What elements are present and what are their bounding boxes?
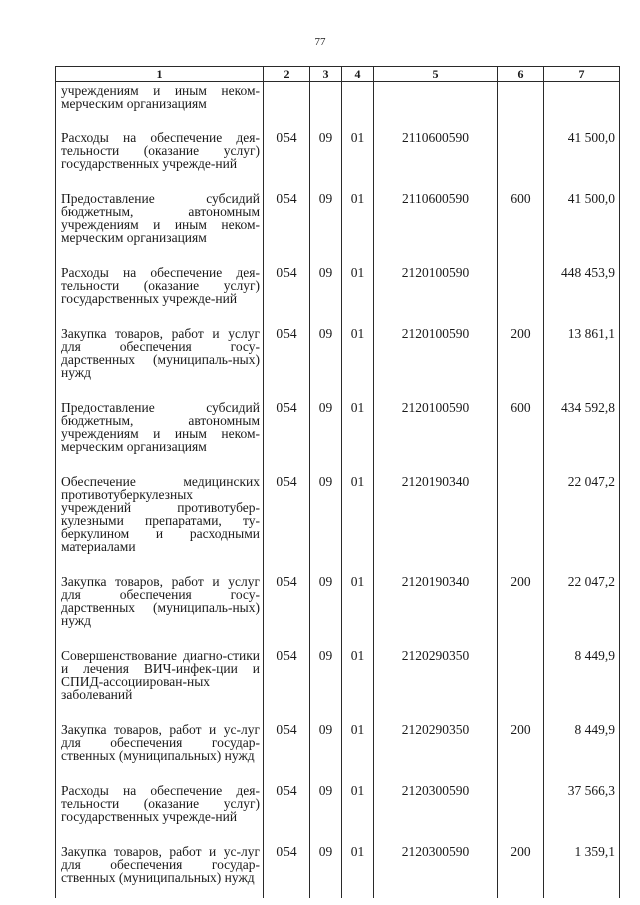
row-code-cell: 054	[264, 181, 310, 255]
row-section-cell: 09	[310, 255, 342, 316]
row-amount-cell: 37 566,3	[544, 773, 620, 834]
row-subsection-cell: 01	[342, 316, 374, 390]
row-target-cell	[374, 82, 498, 121]
column-header: 1	[56, 67, 264, 82]
row-name-cell: учреждениям и иным неком-мерческим организациям	[56, 82, 264, 121]
row-code-cell: 054	[264, 316, 310, 390]
row-type-cell	[498, 638, 544, 712]
row-section-cell	[310, 82, 342, 121]
row-code-cell: 054	[264, 255, 310, 316]
row-code-cell: 054	[264, 712, 310, 773]
row-type-cell: 600	[498, 181, 544, 255]
table-row	[56, 82, 620, 121]
row-type-cell: 200	[498, 316, 544, 390]
row-amount-cell: 41 500,0	[544, 181, 620, 255]
row-section-cell: 09	[310, 638, 342, 712]
table-row	[56, 638, 620, 712]
row-target-cell: 2120290350	[374, 712, 498, 773]
column-header: 6	[498, 67, 544, 82]
row-name-cell: Закупка товаров, работ и услуг для обеспечения госу-дарственных (муниципаль-ных) нужд	[56, 564, 264, 638]
row-name-cell: Предоставление субсидий бюджетным, автономным учреждениям и иным неком-мерческим организациям	[56, 181, 264, 255]
row-target-cell: 2120100590	[374, 255, 498, 316]
row-name-cell: Совершенствование диагно-стики и лечения ВИЧ-инфек-ции и СПИД-ассоциирован-ных заболеваний	[56, 638, 264, 712]
row-target-cell: 2120300590	[374, 834, 498, 898]
row-code-cell: 054	[264, 638, 310, 712]
table-row	[56, 120, 620, 181]
row-code-cell: 054	[264, 834, 310, 898]
row-code-cell: 054	[264, 120, 310, 181]
row-section-cell: 09	[310, 316, 342, 390]
row-section-cell: 09	[310, 834, 342, 898]
table-row	[56, 834, 620, 898]
row-subsection-cell: 01	[342, 464, 374, 564]
page-number: 77	[314, 36, 326, 48]
row-target-cell: 2120290350	[374, 638, 498, 712]
table-row	[56, 464, 620, 564]
column-header: 5	[374, 67, 498, 82]
row-amount-cell: 8 449,9	[544, 712, 620, 773]
row-subsection-cell: 01	[342, 255, 374, 316]
row-type-cell	[498, 464, 544, 564]
row-amount-cell: 13 861,1	[544, 316, 620, 390]
row-subsection-cell: 01	[342, 712, 374, 773]
row-code-cell: 054	[264, 390, 310, 464]
row-target-cell: 2110600590	[374, 181, 498, 255]
column-header: 7	[544, 67, 620, 82]
row-name-cell: Расходы на обеспечение дея-тельности (оказание услуг) государственных учрежде-ний	[56, 773, 264, 834]
row-amount-cell: 22 047,2	[544, 564, 620, 638]
row-type-cell: 200	[498, 712, 544, 773]
row-target-cell: 2120190340	[374, 564, 498, 638]
row-target-cell: 2110600590	[374, 120, 498, 181]
table-row	[56, 316, 620, 390]
row-amount-cell: 8 449,9	[544, 638, 620, 712]
column-header: 2	[264, 67, 310, 82]
row-amount-cell	[544, 82, 620, 121]
row-amount-cell: 434 592,8	[544, 390, 620, 464]
row-type-cell: 200	[498, 834, 544, 898]
row-name-cell: Закупка товаров, работ и ус-луг для обеспечения государ-ственных (муниципальных) нужд	[56, 834, 264, 898]
row-subsection-cell: 01	[342, 564, 374, 638]
row-code-cell	[264, 82, 310, 121]
row-name-cell: Предоставление субсидий бюджетным, автономным учреждениям и иным неком-мерческим организациям	[56, 390, 264, 464]
row-target-cell: 2120190340	[374, 464, 498, 564]
row-subsection-cell: 01	[342, 638, 374, 712]
row-subsection-cell: 01	[342, 390, 374, 464]
row-subsection-cell: 01	[342, 834, 374, 898]
row-target-cell: 2120100590	[374, 316, 498, 390]
row-type-cell	[498, 255, 544, 316]
row-section-cell: 09	[310, 181, 342, 255]
row-code-cell: 054	[264, 773, 310, 834]
row-amount-cell: 22 047,2	[544, 464, 620, 564]
row-section-cell: 09	[310, 120, 342, 181]
row-name-cell: Расходы на обеспечение дея-тельности (оказание услуг) государственных учрежде-ний	[56, 255, 264, 316]
row-target-cell: 2120100590	[374, 390, 498, 464]
row-target-cell: 2120300590	[374, 773, 498, 834]
row-subsection-cell	[342, 82, 374, 121]
row-subsection-cell: 01	[342, 773, 374, 834]
column-header: 3	[310, 67, 342, 82]
row-subsection-cell: 01	[342, 181, 374, 255]
row-code-cell: 054	[264, 464, 310, 564]
row-type-cell: 200	[498, 564, 544, 638]
row-amount-cell: 448 453,9	[544, 255, 620, 316]
row-name-cell: Закупка товаров, работ и услуг для обеспечения госу-дарственных (муниципаль-ных) нужд	[56, 316, 264, 390]
row-name-cell: Обеспечение медицинских противотуберкулезных учреждений противотубер-кулезными препаратами, ту-беркулином и расходными материалами	[56, 464, 264, 564]
row-name-cell: Расходы на обеспечение дея-тельности (оказание услуг) государственных учрежде-ний	[56, 120, 264, 181]
row-section-cell: 09	[310, 464, 342, 564]
row-subsection-cell: 01	[342, 120, 374, 181]
table-header-row	[56, 67, 620, 82]
budget-table	[55, 66, 620, 898]
row-section-cell: 09	[310, 712, 342, 773]
row-type-cell: 600	[498, 390, 544, 464]
table-row	[56, 390, 620, 464]
row-type-cell	[498, 82, 544, 121]
row-section-cell: 09	[310, 773, 342, 834]
table-row	[56, 181, 620, 255]
table-row	[56, 773, 620, 834]
row-section-cell: 09	[310, 390, 342, 464]
column-header: 4	[342, 67, 374, 82]
table-row	[56, 564, 620, 638]
row-code-cell: 054	[264, 564, 310, 638]
table-row	[56, 712, 620, 773]
row-section-cell: 09	[310, 564, 342, 638]
row-amount-cell: 1 359,1	[544, 834, 620, 898]
row-name-cell: Закупка товаров, работ и ус-луг для обеспечения государ-ственных (муниципальных) нужд	[56, 712, 264, 773]
table-row	[56, 255, 620, 316]
row-type-cell	[498, 773, 544, 834]
row-type-cell	[498, 120, 544, 181]
row-amount-cell: 41 500,0	[544, 120, 620, 181]
